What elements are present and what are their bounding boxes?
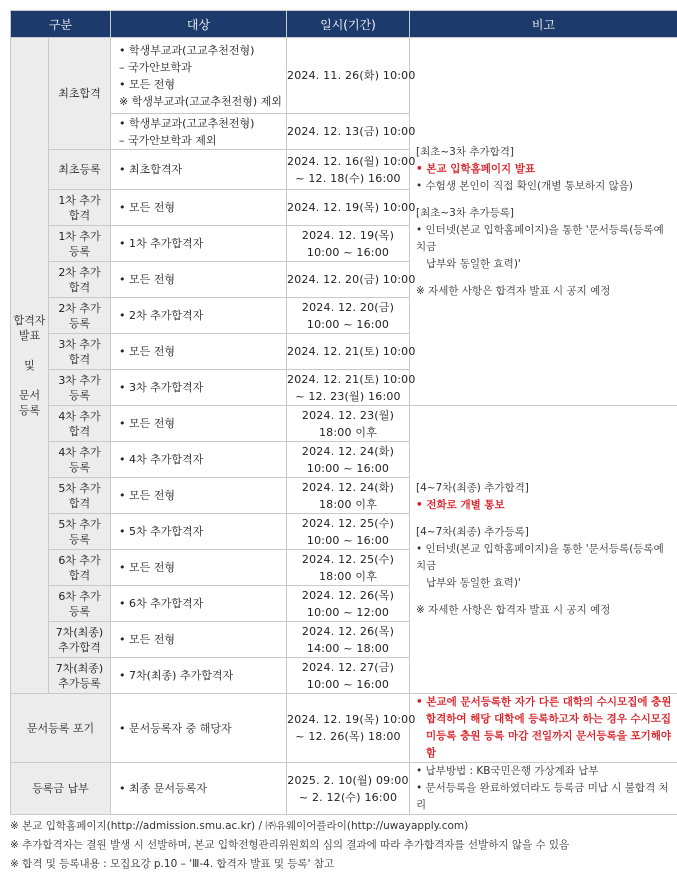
stage-label: 7차(최종) 추가합격	[49, 622, 111, 658]
date-line: ~ 12. 26(목) 18:00	[295, 730, 401, 743]
date-line: 2024. 12. 25(수)	[301, 552, 395, 566]
date-line: 10:00 ~ 16:00	[306, 317, 390, 331]
stage-label: 2차 추가 합격	[49, 262, 111, 298]
target-cell	[111, 298, 287, 334]
notes-cell	[410, 38, 677, 406]
date-line: 10:00 ~ 16:00	[306, 533, 390, 547]
date-cell	[287, 150, 416, 190]
target-line: • 6차 추가합격자	[119, 597, 204, 610]
date-line: 2024. 12. 24(화)	[301, 444, 395, 458]
stage-label: 6차 추가 등록	[49, 586, 111, 622]
date-line: 18:00 이후	[318, 569, 378, 583]
target-line: ※ 학생부교과(고교추천전형) 제외	[119, 94, 282, 108]
fee-row	[11, 763, 677, 815]
target-line: • 최초합격자	[119, 163, 183, 176]
date-line: 2024. 12. 20(금)	[301, 300, 395, 314]
target-cell	[111, 370, 287, 406]
date-line: 2024. 12. 25(수)	[301, 516, 395, 530]
target-cell	[111, 658, 287, 694]
notes-heading: [4~7차(최종) 추가합격]	[416, 482, 529, 494]
date-line: 2024. 12. 19(목)	[301, 228, 395, 242]
waive-row	[11, 694, 677, 763]
notes-cell	[410, 694, 677, 763]
date-cell	[287, 586, 410, 622]
target-cell	[111, 334, 287, 370]
date-cell	[287, 298, 410, 334]
header-notes: 비고	[410, 11, 677, 38]
target-line: • 1차 추가합격자	[119, 237, 204, 250]
date-line: 2024. 12. 21(토) 10:00	[287, 345, 416, 358]
stage-label: 최초등록	[49, 150, 111, 190]
notes-line: • 납부방법 : KB국민은행 가상계좌 납부	[416, 765, 599, 777]
target-cell	[111, 406, 287, 442]
notes-line: • 문서등록을 완료하였더라도 등록금 미납 시 불합격 처리	[416, 782, 669, 811]
notes-line: ※ 자세한 사항은 합격자 발표 시 공지 예정	[416, 284, 611, 297]
notes-line: • 인터넷(본교 입학홈페이지)을 통한 '문서등록(등록예치금	[416, 543, 664, 572]
target-line: – 국가안보학과 제외	[119, 133, 217, 147]
target-line: • 5차 추가합격자	[119, 525, 204, 538]
notes-line: 미등록 충원 등록 마감 전일까지 문서등록을 포기해야 함	[426, 730, 672, 759]
notes-emphasis: • 전화로 개별 통보	[416, 499, 505, 511]
group-label-line	[11, 373, 48, 388]
header-date: 일시(기간)	[287, 11, 410, 38]
notes-spacer	[416, 592, 673, 602]
target-line: • 모든 전형	[119, 633, 175, 646]
date-cell	[287, 406, 410, 442]
notes-heading: [최초~3차 추가합격]	[416, 145, 515, 158]
notes-line: 납부와 동일한 효력)'	[426, 577, 521, 589]
stage-label: 3차 추가 등록	[49, 370, 111, 406]
date-line: 2024. 12. 13(금) 10:00	[287, 125, 416, 138]
target-cell	[111, 586, 287, 622]
stage-label: 7차(최종) 추가등록	[49, 658, 111, 694]
group-label	[11, 38, 49, 694]
date-line: 18:00 이후	[318, 425, 378, 439]
date-cell	[287, 763, 410, 815]
date-line: 14:00 ~ 18:00	[306, 641, 390, 655]
date-line: 10:00 ~ 16:00	[306, 461, 390, 475]
notes-heading: [4~7차(최종) 추가등록]	[416, 526, 529, 538]
date-cell	[287, 622, 410, 658]
date-cell	[287, 334, 416, 370]
footnote-2: ※ 추가합격자는 결원 발생 시 선발하며, 본교 입학전형관리위원회의 심의 결과에 따라 추가합격자를 선발하지 않을 수 있음	[10, 839, 570, 851]
target-line: • 모든 전형	[119, 201, 175, 214]
target-line: – 국가안보학과	[119, 60, 192, 74]
notes-line: • 수험생 본인이 직접 확인(개별 통보하지 않음)	[416, 179, 633, 192]
stage-label: 5차 추가 합격	[49, 478, 111, 514]
date-cell	[287, 38, 416, 114]
target-line: • 4차 추가합격자	[119, 453, 204, 466]
target-cell	[111, 622, 287, 658]
group-label-line	[11, 343, 48, 358]
date-cell	[287, 262, 416, 298]
target-line: • 3차 추가합격자	[119, 381, 204, 394]
date-cell	[287, 190, 416, 226]
target-line: • 모든 전형	[119, 345, 175, 358]
date-line: 2024. 12. 19(목) 10:00	[287, 713, 416, 726]
group-label-line: 발표	[18, 329, 41, 342]
stage-label: 5차 추가 등록	[49, 514, 111, 550]
stage-label: 등록금 납부	[11, 763, 111, 815]
target-line: • 모든 전형	[119, 417, 175, 430]
date-line: 2024. 12. 20(금) 10:00	[287, 273, 416, 286]
date-cell	[287, 442, 410, 478]
date-cell	[287, 370, 416, 406]
target-cell: • 최종 문서등록자	[111, 763, 287, 815]
header-target: 대상	[111, 11, 287, 38]
date-line: 2024. 12. 19(목) 10:00	[287, 201, 416, 214]
target-line: • 7차(최종) 추가합격자	[119, 669, 234, 682]
stage-label: 4차 추가 등록	[49, 442, 111, 478]
date-line: 2024. 12. 21(토) 10:00	[287, 372, 416, 386]
date-cell	[287, 694, 416, 763]
date-cell	[287, 478, 410, 514]
target-cell	[111, 514, 287, 550]
stage-label: 3차 추가 합격	[49, 334, 111, 370]
date-cell	[287, 514, 410, 550]
target-cell	[111, 442, 287, 478]
stage-label: 1차 추가 등록	[49, 226, 111, 262]
footnote-3: ※ 합격 및 등록내용 : 모집요강 p.10 – 'Ⅲ-4. 합격자 발표 및 등록' 참고	[10, 858, 335, 870]
notes-line: • 본교에 문서등록한 자가 다른 대학의 수시모집에 충원	[416, 696, 672, 708]
stage-label: 2차 추가 등록	[49, 298, 111, 334]
notes-heading: [최초~3차 추가등록]	[416, 206, 515, 219]
target-cell	[111, 114, 287, 150]
target-line: • 모든 전형	[119, 273, 175, 286]
date-line: ~ 2. 12(수) 16:00	[298, 790, 398, 804]
group-label-line: 및	[24, 359, 35, 372]
date-cell	[287, 658, 410, 694]
notes-spacer	[416, 195, 673, 205]
date-cell	[287, 114, 416, 150]
target-cell	[111, 38, 287, 114]
target-cell	[111, 226, 287, 262]
stage-label: 최초합격	[49, 38, 111, 150]
notes-cell	[410, 763, 677, 815]
target-line: • 학생부교과(고교추천전형)	[119, 116, 255, 130]
group-label-line: 등록	[18, 404, 41, 417]
target-cell: • 문서등록자 중 해당자	[111, 694, 287, 763]
schedule-row	[11, 38, 677, 114]
date-line: 10:00 ~ 16:00	[306, 677, 390, 691]
target-line: • 모든 전형	[119, 561, 175, 574]
notes-spacer	[416, 514, 673, 524]
stage-label: 4차 추가 합격	[49, 406, 111, 442]
target-cell	[111, 550, 287, 586]
header-row	[11, 11, 677, 38]
notes-line: 합격하여 해당 대학에 등록하고자 하는 경우 수시모집	[426, 713, 672, 725]
notes-line: 납부와 동일한 효력)'	[426, 257, 521, 270]
notes-line: ※ 자세한 사항은 합격자 발표 시 공지 예정	[416, 604, 611, 616]
date-line: 2024. 11. 26(화) 10:00	[287, 69, 416, 82]
group-label-line: 문서	[18, 389, 41, 402]
date-cell	[287, 550, 410, 586]
stage-label: 문서등록 포기	[11, 694, 111, 763]
target-cell	[111, 190, 287, 226]
date-line: 2024. 12. 27(금)	[301, 660, 395, 674]
date-cell	[287, 226, 410, 262]
notes-spacer	[416, 273, 673, 283]
target-line: • 모든 전형	[119, 489, 175, 502]
date-line: 2024. 12. 26(목)	[301, 588, 395, 602]
date-line: 2025. 2. 10(월) 09:00	[287, 773, 409, 787]
date-line: ~ 12. 18(수) 16:00	[295, 171, 401, 185]
header-category: 구분	[11, 11, 111, 38]
date-line: 2024. 12. 23(월)	[301, 408, 395, 422]
date-line: 2024. 12. 16(월) 10:00	[287, 154, 416, 168]
stage-label: 1차 추가 합격	[49, 190, 111, 226]
group-label-line: 합격자	[13, 314, 46, 327]
date-line: 2024. 12. 26(목)	[301, 624, 395, 638]
target-cell	[111, 478, 287, 514]
date-line: ~ 12. 23(월) 16:00	[295, 389, 401, 403]
target-line: • 2차 추가합격자	[119, 309, 204, 322]
date-line: 10:00 ~ 12:00	[306, 605, 390, 619]
date-line: 18:00 이후	[318, 497, 378, 511]
target-cell	[111, 150, 287, 190]
notes-emphasis: • 본교 입학홈페이지 발표	[416, 162, 536, 175]
target-line: • 학생부교과(고교추천전형)	[119, 43, 255, 57]
date-line: 10:00 ~ 16:00	[306, 245, 390, 259]
target-line: • 모든 전형	[119, 77, 175, 91]
target-cell	[111, 262, 287, 298]
stage-label: 6차 추가 합격	[49, 550, 111, 586]
schedule-row	[11, 406, 677, 442]
notes-line: • 인터넷(본교 입학홈페이지)을 통한 '문서등록(등록예치금	[416, 223, 664, 253]
schedule-table	[10, 10, 677, 815]
footnote-1: ※ 본교 입학홈페이지(http://admission.smu.ac.kr) / ㈜유웨이어플라이(http://uwayapply.com)	[10, 820, 469, 832]
notes-cell	[410, 406, 677, 694]
date-line: 2024. 12. 24(화)	[301, 480, 395, 494]
